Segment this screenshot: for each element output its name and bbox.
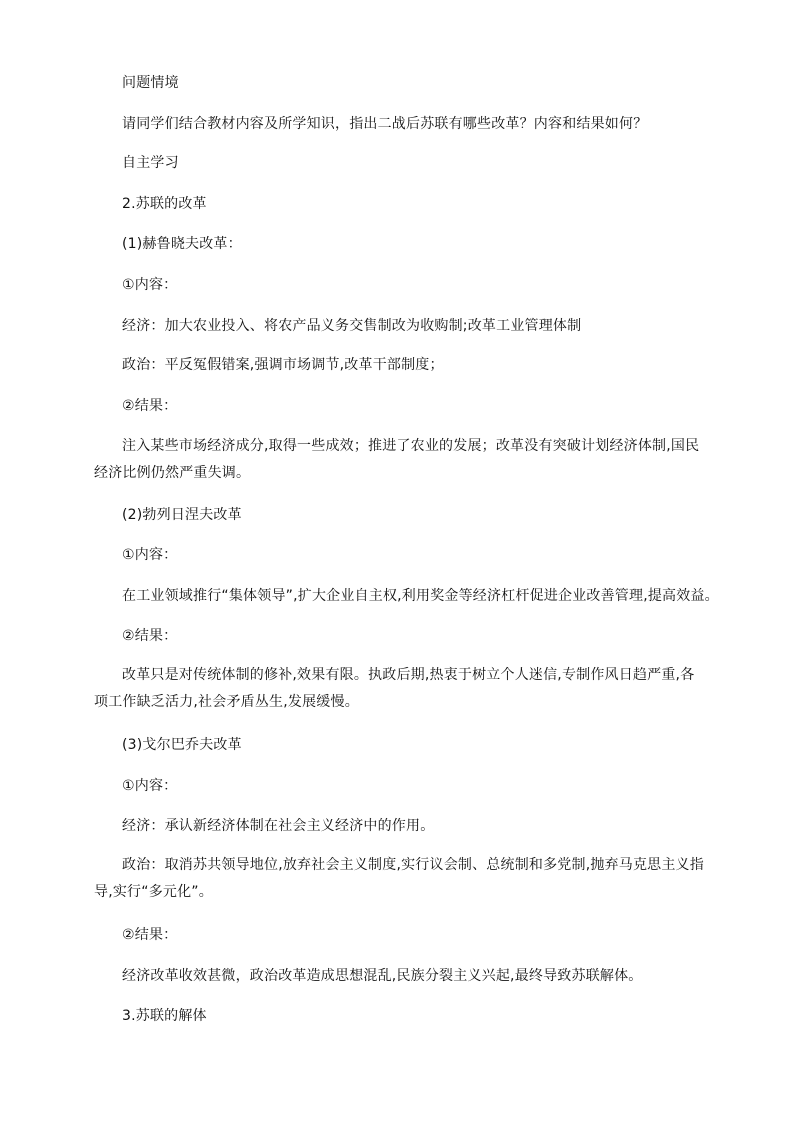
section3-title: 3.苏联的解体 [122, 1008, 207, 1024]
gorbachev-result-label: ②结果： [122, 927, 178, 943]
khrushchev-content-label: ①内容： [122, 277, 178, 293]
section2-title: 2.苏联的改革 [122, 196, 207, 212]
brezhnev-content: 在工业领域推行“集体领导”,扩大企业自主权,利用奖金等经济杠杆促进企业改善管理,提高效益。 [122, 588, 719, 604]
khrushchev-politics: 政治：平反冤假错案,强调市场调节,改革干部制度； [122, 357, 444, 373]
gorbachev-result: 经济改革收效甚微，政治改革造成思想混乱,民族分裂主义兴起,最终导致苏联解体。 [122, 968, 643, 984]
gorbachev-politics: 政治：取消苏共领导地位,放弃社会主义制度,实行议会制、总统制和多党制,抛弃马克思主义指导,实行“多元化”。 [94, 857, 704, 900]
khrushchev-title: (1)赫鲁晓夫改革： [122, 236, 242, 252]
khrushchev-result-label: ②结果： [122, 398, 178, 414]
gorbachev-content-label: ①内容： [122, 778, 178, 794]
gorbachev-economy: 经济：承认新经济体制在社会主义经济中的作用。 [122, 818, 435, 834]
brezhnev-title: (2)勃列日涅夫改革 [122, 507, 242, 523]
gorbachev-title: (3)戈尔巴乔夫改革 [122, 737, 242, 753]
khrushchev-economy: 经济：加大农业投入、将农产品义务交售制改为收购制;改革工业管理体制 [122, 318, 582, 334]
heading-situation: 问题情境 [122, 75, 179, 91]
question-text: 请同学们结合教材内容及所学知识，指出二战后苏联有哪些改革？内容和结果如何？ [122, 116, 648, 132]
heading-self-study: 自主学习 [122, 155, 179, 171]
brezhnev-content-label: ①内容： [122, 547, 178, 563]
khrushchev-result: 注入某些市场经济成分,取得一些成效；推进了农业的发展；改革没有突破计划经济体制,国民经济比例仍然严重失调。 [94, 438, 700, 481]
brezhnev-result: 改革只是对传统体制的修补,效果有限。执政后期,热衷于树立个人迷信,专制作风日趋严重,各项工作缺乏活力,社会矛盾丛生,发展缓慢。 [94, 667, 695, 710]
brezhnev-result-label: ②结果： [122, 628, 178, 644]
